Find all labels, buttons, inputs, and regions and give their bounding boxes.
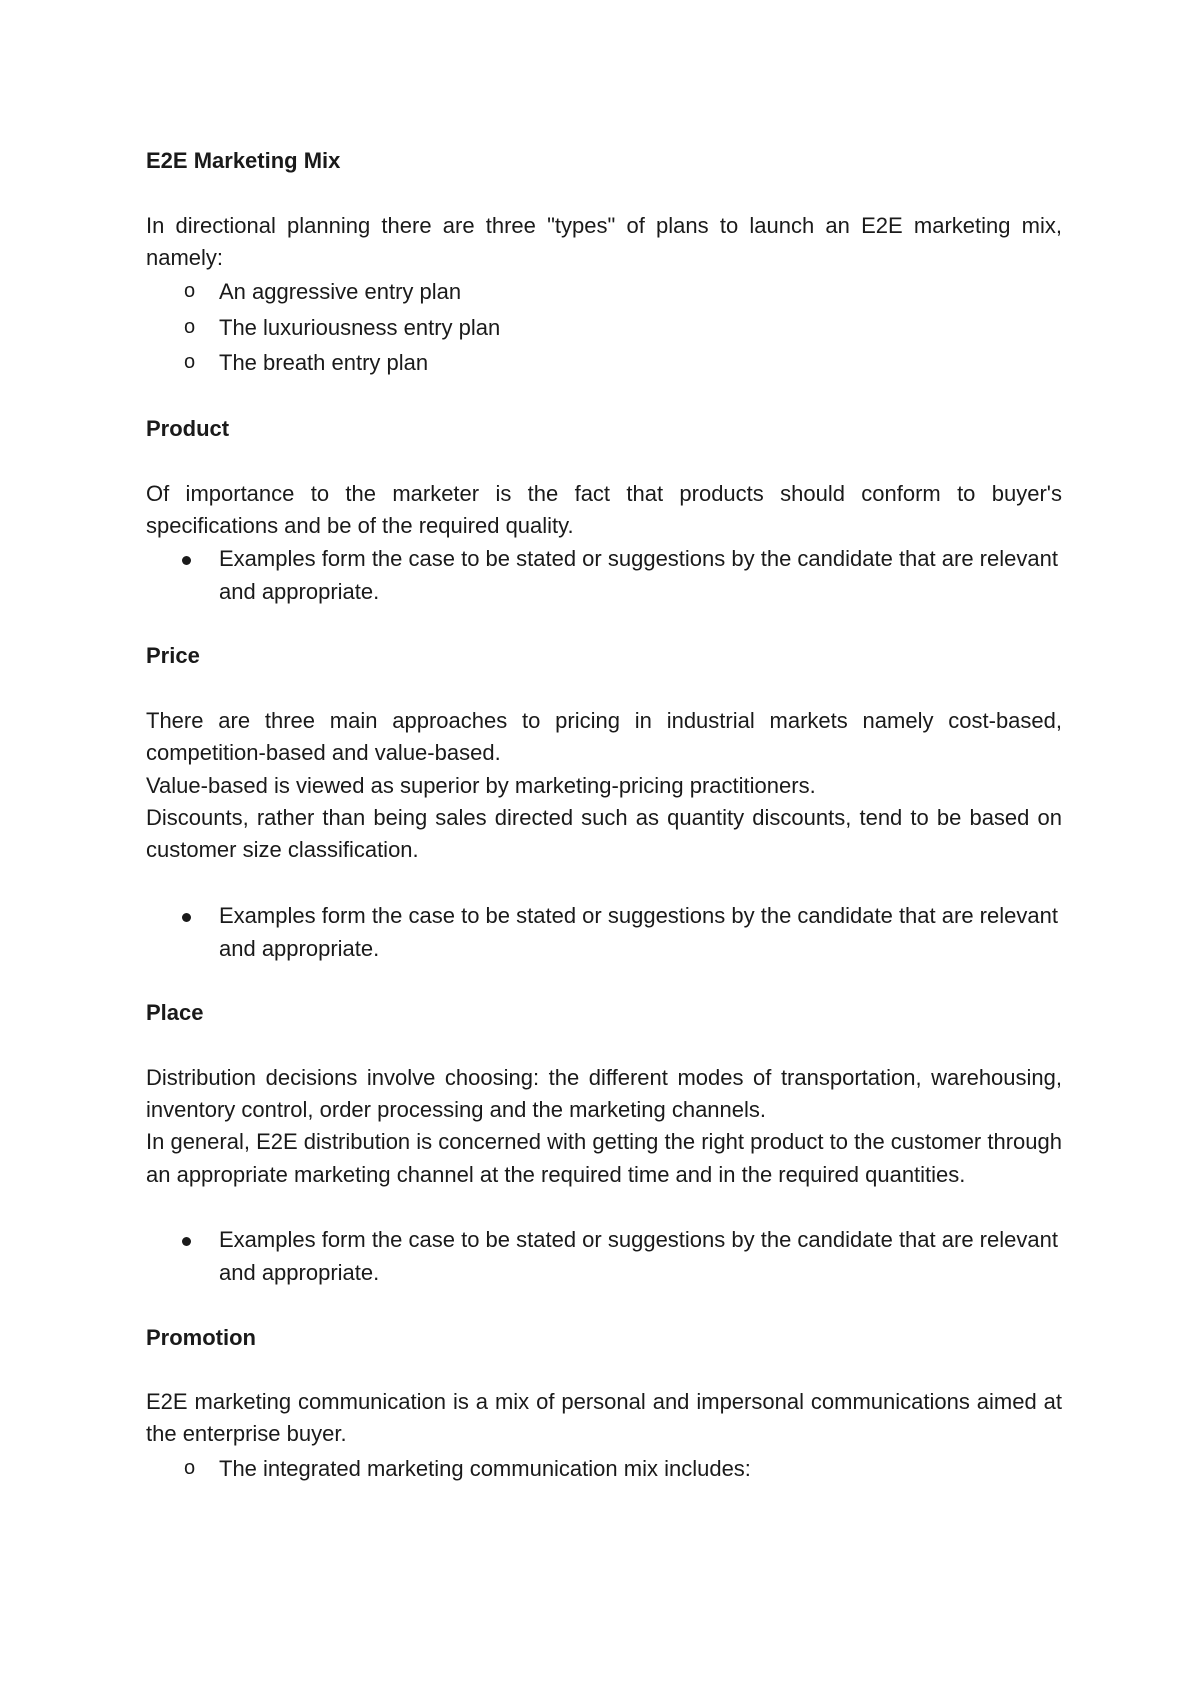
spacer [146, 381, 1062, 413]
list-item-text: The luxuriousness entry plan [219, 314, 501, 340]
list-item-text: The breath entry plan [219, 350, 429, 376]
price-paragraph-2: Value-based is viewed as superior by marketing-pricing practitioners. [146, 772, 816, 798]
list-item [146, 542, 1062, 608]
spacer [146, 608, 1062, 640]
spacer [146, 1029, 1062, 1061]
bullet-dot-icon [182, 1237, 191, 1246]
document-page [146, 145, 1062, 1486]
list-item-text: The integrated marketing communication mix includes: [219, 1455, 751, 1481]
list-item [146, 274, 1062, 310]
price-paragraph-1: There are three main approaches to pricing in industrial markets namely cost-based, competition-based and value-based. [146, 708, 1062, 766]
spacer [146, 867, 1062, 899]
product-heading: Product [146, 415, 230, 441]
list-item [146, 345, 1062, 381]
price-paragraph-3: Discounts, rather than being sales directed such as quantity discounts, tend to be based on customer size classification. [146, 804, 1062, 863]
promotion-heading: Promotion [146, 1324, 256, 1350]
list-item-text: Examples form the case to be stated or suggestions by the candidate that are relevant and appropriate. [219, 902, 1058, 961]
list-item [146, 899, 1062, 965]
spacer [146, 177, 1062, 209]
spacer [146, 1354, 1062, 1386]
spacer [146, 673, 1062, 705]
product-bullet-list [146, 542, 1062, 608]
circle-bullet-icon: o [184, 351, 196, 374]
list-item [146, 310, 1062, 346]
place-bullet-list [146, 1223, 1062, 1289]
circle-bullet-icon: o [184, 1456, 196, 1479]
list-item-text: Examples form the case to be stated or suggestions by the candidate that are relevant and appropriate. [219, 1227, 1058, 1286]
promotion-paragraph: E2E marketing communication is a mix of personal and impersonal communications aimed at the enterprise buyer. [146, 1389, 1062, 1447]
price-heading: Price [146, 643, 200, 669]
document-title: E2E Marketing Mix [146, 148, 341, 173]
list-item-text: Examples form the case to be stated or suggestions by the candidate that are relevant and appropriate. [219, 546, 1058, 605]
entry-plan-list [146, 274, 1062, 381]
place-heading: Place [146, 1000, 204, 1026]
circle-bullet-icon: o [184, 315, 196, 338]
circle-bullet-icon: o [184, 280, 196, 303]
place-paragraph-1: Distribution decisions involve choosing: the different modes of transportation, warehousing, inventory control, order processing and the marketing channels. [146, 1064, 1062, 1123]
list-item [146, 1451, 1062, 1487]
spacer [146, 1289, 1062, 1321]
place-paragraph-2: In general, E2E distribution is concerned with getting the right product to the customer through an appropriate marketing channel at the required time and in the required quantities. [146, 1129, 1062, 1187]
spacer [146, 445, 1062, 477]
list-item [146, 1223, 1062, 1289]
bullet-dot-icon [182, 556, 191, 565]
product-paragraph: Of importance to the marketer is the fact that products should conform to buyer's specifications and be of the required quality. [146, 480, 1062, 538]
list-item-text: An aggressive entry plan [219, 279, 462, 305]
spacer [146, 1191, 1062, 1223]
spacer [146, 965, 1062, 997]
price-bullet-list [146, 899, 1062, 965]
bullet-dot-icon [182, 913, 191, 922]
promotion-list [146, 1451, 1062, 1487]
intro-paragraph: In directional planning there are three "types" of plans to launch an E2E marketing mix, namely: [146, 212, 1062, 270]
